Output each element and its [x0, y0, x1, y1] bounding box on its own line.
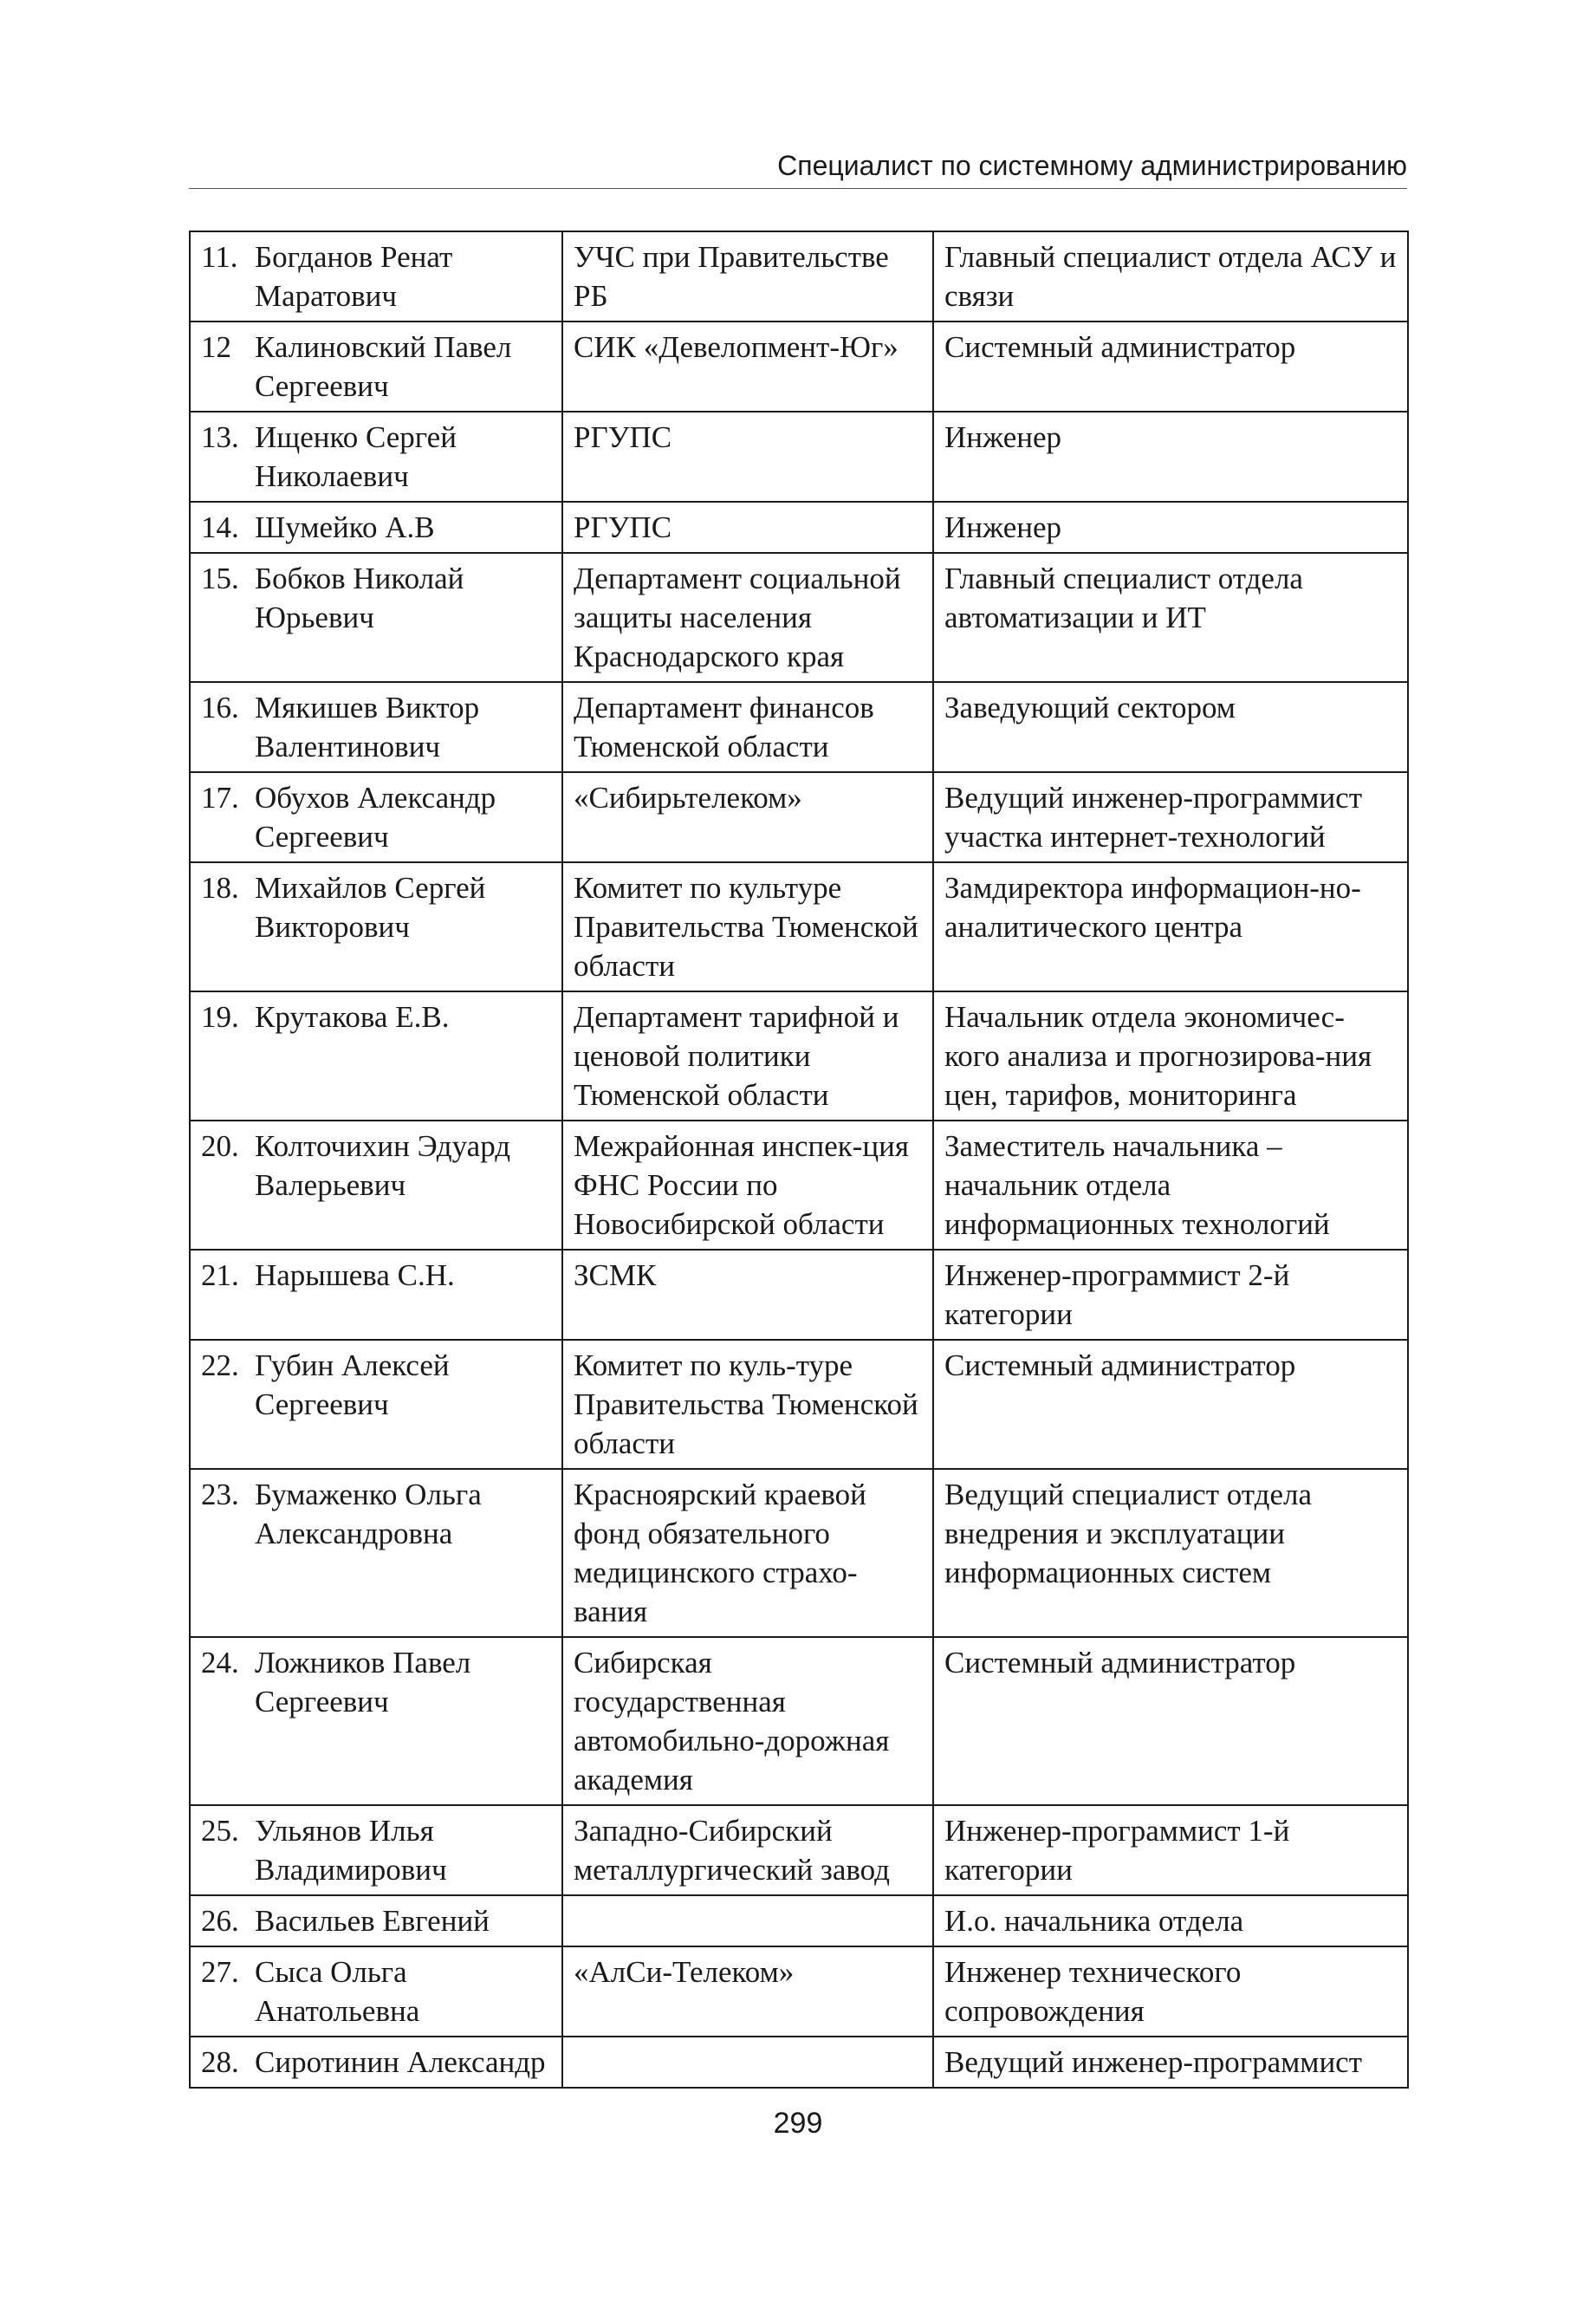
- row-number: 18.: [201, 871, 239, 905]
- cell-position: Заместитель начальника – начальник отдела информационных технологий: [933, 1121, 1408, 1250]
- cell-position: Инженер технического сопровождения: [933, 1946, 1408, 2037]
- person-entry: [201, 328, 553, 406]
- cell-organization: Межрайонная инспек-ция ФНС России по Новосибирской области: [562, 1121, 933, 1250]
- cell-position: Главный специалист отдела автоматизации и ИТ: [933, 553, 1408, 682]
- cell-organization: РГУПС: [562, 412, 933, 502]
- cell-organization: Комитет по куль-туре Правительства Тюменской области: [562, 1340, 933, 1469]
- cell-person: [190, 231, 562, 322]
- person-entry: [201, 688, 553, 766]
- cell-person: [190, 772, 562, 862]
- person-entry: [201, 1643, 553, 1721]
- cell-position: Инженер-программист 1-й категории: [933, 1805, 1408, 1895]
- cell-organization: Сибирская государственная автомобильно-дорожная академия: [562, 1637, 933, 1805]
- cell-person: [190, 322, 562, 412]
- cell-organization: Департамент финансов Тюменской области: [562, 682, 933, 772]
- table-row: [190, 231, 1408, 322]
- cell-person: [190, 682, 562, 772]
- cell-organization: Департамент социальной защиты населения Краснодарского края: [562, 553, 933, 682]
- person-name: Крутакова Е.В.: [255, 1000, 450, 1034]
- cell-organization: РГУПС: [562, 502, 933, 553]
- table-row: [190, 1637, 1408, 1805]
- cell-organization: Красноярский краевой фонд обязательного медицинского страхо-вания: [562, 1469, 933, 1637]
- person-entry: [201, 559, 553, 637]
- row-number: 24.: [201, 1646, 239, 1680]
- cell-position: Главный специалист отдела АСУ и связи: [933, 231, 1408, 322]
- cell-organization: ЗСМК: [562, 1250, 933, 1340]
- table-row: [190, 2037, 1408, 2088]
- cell-position: Системный администратор: [933, 1637, 1408, 1805]
- person-name: Ульянов Илья Владимирович: [255, 1814, 447, 1887]
- person-name: Ложников Павел Сергеевич: [255, 1646, 471, 1719]
- running-header: Специалист по системному администрированию: [777, 150, 1407, 181]
- table-row: [190, 322, 1408, 412]
- person-name: Шумейко А.В: [255, 510, 435, 544]
- cell-position: Инженер: [933, 412, 1408, 502]
- cell-person: [190, 2037, 562, 2088]
- cell-person: [190, 1805, 562, 1895]
- cell-position: Инженер: [933, 502, 1408, 553]
- person-name: Мякишев Виктор Валентинович: [255, 691, 480, 763]
- cell-position: Ведущий инженер-программист участка интернет-технологий: [933, 772, 1408, 862]
- cell-person: [190, 502, 562, 553]
- person-name: Михайлов Сергей Викторович: [255, 871, 486, 944]
- table-row: [190, 1946, 1408, 2037]
- cell-position: Системный администратор: [933, 1340, 1408, 1469]
- person-name: Васильев Евгений: [255, 1904, 490, 1938]
- cell-person: [190, 1946, 562, 2037]
- table-row: [190, 1895, 1408, 1946]
- person-entry: [201, 778, 553, 856]
- person-entry: [201, 1811, 553, 1889]
- person-entry: [201, 1475, 553, 1553]
- cell-organization: «АлСи-Телеком»: [562, 1946, 933, 2037]
- cell-person: [190, 1121, 562, 1250]
- row-number: 26.: [201, 1904, 239, 1938]
- table-row: [190, 553, 1408, 682]
- cell-position: Замдиректора информацион-но-аналитического центра: [933, 862, 1408, 991]
- cell-organization: СИК «Девелопмент-Юг»: [562, 322, 933, 412]
- participants-table: [189, 231, 1409, 2089]
- table-row: [190, 682, 1408, 772]
- table-row: [190, 772, 1408, 862]
- row-number: 14.: [201, 510, 239, 544]
- table-row: [190, 862, 1408, 991]
- person-entry: [201, 1901, 553, 1940]
- person-name: Обухов Александр Сергеевич: [255, 781, 496, 854]
- person-entry: [201, 1952, 553, 2030]
- person-name: Сиротинин Александр: [255, 2045, 546, 2079]
- cell-person: [190, 412, 562, 502]
- cell-person: [190, 1895, 562, 1946]
- row-number: 19.: [201, 1000, 239, 1034]
- cell-position: Инженер-программист 2-й категории: [933, 1250, 1408, 1340]
- cell-organization: Департамент тарифной и ценовой политики Тюменской области: [562, 991, 933, 1121]
- cell-organization: «Сибирьтелеком»: [562, 772, 933, 862]
- person-name: Ищенко Сергей Николаевич: [255, 420, 457, 493]
- person-name: Нарышева С.Н.: [255, 1258, 455, 1292]
- person-name: Бобков Николай Юрьевич: [255, 562, 464, 634]
- cell-position: Начальник отдела экономичес-кого анализа и прогнозирова-ния цен, тарифов, мониторинга: [933, 991, 1408, 1121]
- cell-person: [190, 991, 562, 1121]
- person-entry: [201, 418, 553, 496]
- row-number: 25.: [201, 1814, 239, 1848]
- cell-person: [190, 1250, 562, 1340]
- row-number: 17.: [201, 781, 239, 815]
- cell-position: И.о. начальника отдела: [933, 1895, 1408, 1946]
- cell-position: Ведущий специалист отдела внедрения и эксплуатации информационных систем: [933, 1469, 1408, 1637]
- person-entry: [201, 2043, 553, 2082]
- table-row: [190, 502, 1408, 553]
- table-row: [190, 1121, 1408, 1250]
- row-number: 15.: [201, 562, 239, 595]
- cell-organization: Комитет по культуре Правительства Тюменской области: [562, 862, 933, 991]
- row-number: 11.: [201, 240, 238, 274]
- table-row: [190, 1805, 1408, 1895]
- row-number: 28.: [201, 2045, 239, 2079]
- cell-organization: УЧС при Правительстве РБ: [562, 231, 933, 322]
- person-name: Колточихин Эдуард Валерьевич: [255, 1129, 511, 1202]
- person-entry: [201, 1127, 553, 1205]
- cell-position: Ведущий инженер-программист: [933, 2037, 1408, 2088]
- person-name: Губин Алексей Сергеевич: [255, 1348, 450, 1421]
- table-row: [190, 412, 1408, 502]
- cell-person: [190, 1340, 562, 1469]
- header-rule: [189, 188, 1407, 189]
- row-number: 12: [201, 330, 231, 364]
- cell-organization: [562, 1895, 933, 1946]
- cell-person: [190, 553, 562, 682]
- table-row: [190, 991, 1408, 1121]
- cell-person: [190, 862, 562, 991]
- cell-person: [190, 1637, 562, 1805]
- table-row: [190, 1250, 1408, 1340]
- cell-position: Заведующий сектором: [933, 682, 1408, 772]
- table-row: [190, 1469, 1408, 1637]
- page-number: 299: [773, 2107, 823, 2140]
- person-entry: [201, 508, 553, 547]
- row-number: 27.: [201, 1955, 239, 1989]
- person-entry: [201, 997, 553, 1036]
- person-entry: [201, 1256, 553, 1295]
- cell-position: Системный администратор: [933, 322, 1408, 412]
- row-number: 20.: [201, 1129, 239, 1163]
- person-name: Бумаженко Ольга Александровна: [255, 1478, 482, 1550]
- person-name: Сыса Ольга Анатольевна: [255, 1955, 420, 2028]
- row-number: 22.: [201, 1348, 239, 1382]
- cell-organization: [562, 2037, 933, 2088]
- person-name: Богданов Ренат Маратович: [255, 240, 453, 313]
- table-body: [190, 231, 1408, 2088]
- row-number: 16.: [201, 691, 239, 724]
- table-row: [190, 1340, 1408, 1469]
- person-entry: [201, 1346, 553, 1424]
- cell-person: [190, 1469, 562, 1637]
- cell-organization: Западно-Сибирский металлургический завод: [562, 1805, 933, 1895]
- person-name: Калиновский Павел Сергеевич: [255, 330, 512, 403]
- person-entry: [201, 868, 553, 946]
- person-entry: [201, 237, 553, 315]
- row-number: 13.: [201, 420, 239, 454]
- row-number: 23.: [201, 1478, 239, 1511]
- row-number: 21.: [201, 1258, 239, 1292]
